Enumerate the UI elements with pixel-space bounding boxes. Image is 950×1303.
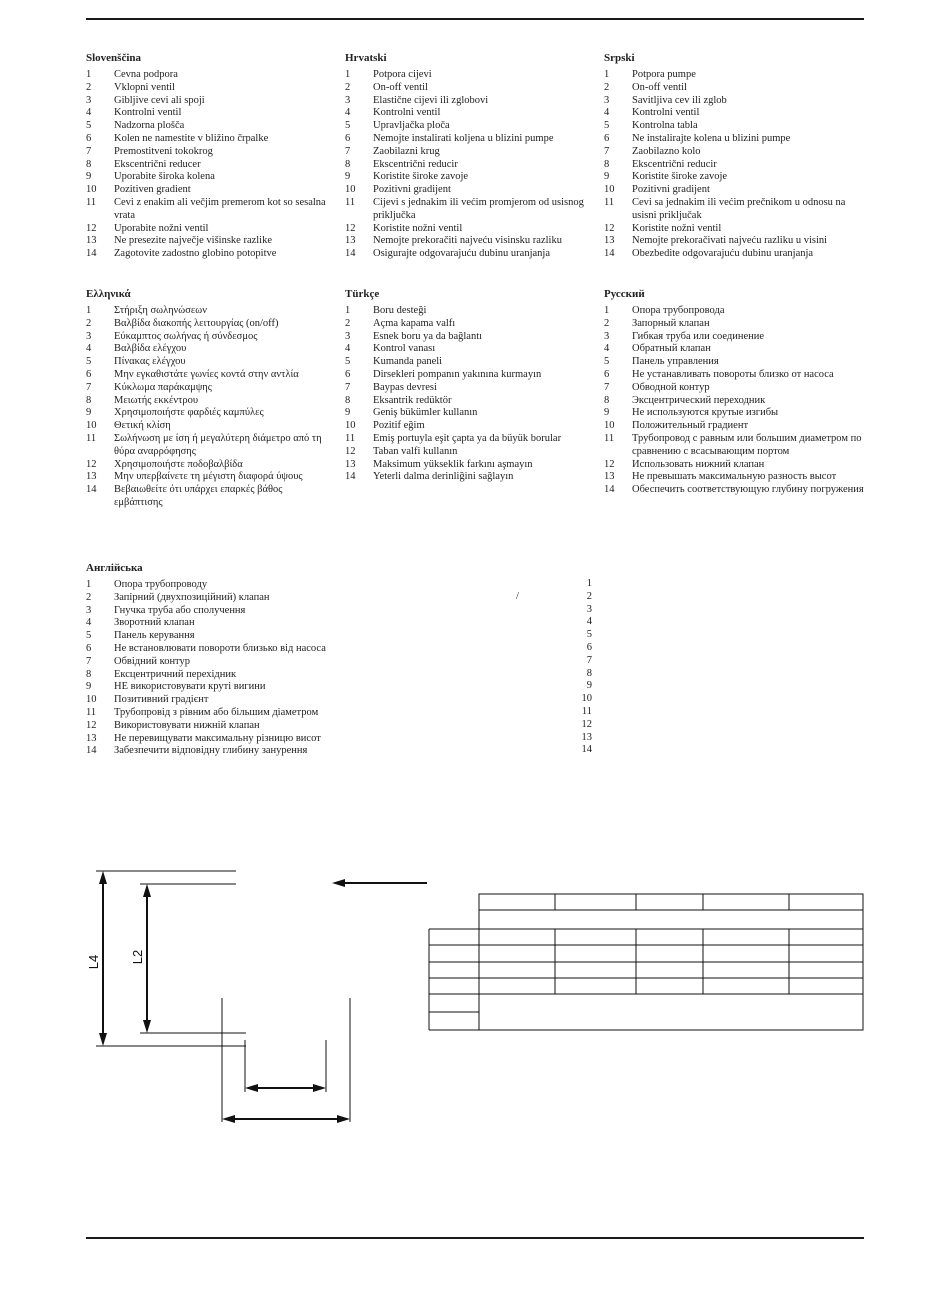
item-number: 5 [86,120,92,132]
item-text: Koristite široke zavoje [632,171,728,183]
item-text: Maksimum yükseklik farkını aşmayın [373,458,533,470]
item-number: 2 [86,81,92,93]
item-text: Позитивний градієнт [114,694,209,706]
right-number: 2 [586,590,592,602]
item-number: 4 [86,107,92,119]
item-number: 9 [86,681,92,693]
item-text: Πίνακας ελέγχου [114,356,186,368]
item-number: 8 [86,158,92,170]
item-number: 11 [345,432,356,444]
item-text: Cijevi s jednakim ili većim promjerom od usisnog priključka [373,196,584,221]
right-number: 11 [581,705,592,717]
section-heading: Hrvatski [345,52,387,64]
item-text: Использовать нижний клапан [632,458,765,470]
item-number: 11 [604,432,615,444]
item-text: Використовувати нижній клапан [114,719,260,731]
item-number: 3 [345,330,351,342]
item-number: 11 [86,706,97,718]
item-number: 2 [604,317,610,329]
item-number: 10 [604,184,615,196]
item-number: 11 [604,196,615,208]
item-number: 8 [86,394,92,406]
item-number: 1 [345,69,351,80]
item-text: Açma kapama valfı [373,317,456,329]
item-text: Cevna podpora [114,69,178,80]
item-number: 10 [345,420,356,432]
item-number: 4 [86,343,92,355]
item-text: Pozitivni gradijent [632,184,710,196]
item-number: 3 [86,330,92,342]
item-number: 10 [345,184,356,196]
item-number: 5 [604,356,610,368]
item-text: Pozitiven gradient [114,184,191,196]
item-text: Nemojte prekoračivati najveću razliku u visini [632,235,828,247]
item-number: 4 [604,107,610,119]
item-text: Kontrolna tabla [632,120,698,132]
item-number: 7 [86,381,92,393]
right-number: 10 [581,693,592,705]
item-number: 13 [86,732,97,744]
item-number: 2 [86,317,92,329]
item-number: 14 [345,248,356,260]
item-text: Kontrol vanası [373,343,436,355]
item-text: Osigurajte odgovarajuću dubinu uranjanja [373,248,550,260]
item-text: Забезпечити відповідну глибину занурення [114,745,308,757]
item-number: 6 [604,368,610,380]
item-text: Χρησιμοποιήστε φαρδιές καμπύλες [114,407,264,419]
item-text: Kumanda paneli [373,356,443,368]
item-number: 6 [604,132,610,144]
item-number: 9 [345,407,351,419]
item-text: Pozitif eğim [373,420,425,432]
item-text: Обеспечить соответствующую глубину погружения [632,484,864,496]
item-text: Κύκλωμα παράκαμψης [114,381,212,393]
item-text: Uporabite široka kolena [114,171,215,183]
item-text: Не перевищувати максимальну різницю висот [114,732,321,744]
outer-width-arrow-left [222,1115,235,1123]
item-number: 14 [86,484,97,496]
item-number: 8 [345,158,351,170]
item-text: Μην υπερβαίνετε τη μέγιστη διαφορά ύψους [114,471,303,483]
item-text: Zagotovite zadostno globino potopitve [114,248,277,260]
item-number: 10 [86,184,97,196]
item-number: 3 [604,330,610,342]
item-number: 2 [345,317,351,329]
item-number: 11 [86,432,97,444]
item-text: Панель управления [632,356,719,368]
item-text: Στήριξη σωληνώσεων [114,305,207,316]
item-text: Dirsekleri pompanın yakınına kurmayın [373,368,542,380]
item-text: Ексцентричний перехідник [114,668,237,680]
item-text: Elastične cijevi ili zglobovi [373,94,489,106]
item-text: Koristite široke zavoje [373,171,469,183]
item-text: Kontrolni ventil [373,107,441,119]
item-number: 7 [345,381,351,393]
item-number: 1 [604,69,610,80]
right-number: 13 [581,731,592,743]
item-number: 12 [345,445,356,457]
slash-mark: / [516,591,519,602]
item-number: 14 [604,484,615,496]
item-number: 2 [345,81,351,93]
item-number: 12 [604,222,615,234]
item-text: Cevi z enakim ali večjim premerom kot so sesalna vrata [114,196,326,221]
item-number: 2 [604,81,610,93]
item-number: 13 [604,471,615,483]
item-text: Obezbedite odgovarajuću dubinu uranjanja [632,248,814,260]
right-number: 5 [586,629,592,641]
item-text: Ne presezite največje višinske razlike [114,235,273,247]
item-number: 9 [604,407,610,419]
item-text: Yeterli dalma derinliğini sağlayın [373,471,514,483]
item-text: Koristite nožni ventil [632,222,722,234]
item-text: Не встановлювати повороти близько від насоса [114,642,326,654]
item-number: 9 [86,407,92,419]
item-number: 10 [86,694,97,706]
item-text: Upravljačka ploča [373,120,450,132]
section-heading: Srpski [604,52,635,64]
section-heading: Ελληνικά [86,288,131,300]
right-number: 8 [586,667,592,679]
item-text: Uporabite nožni ventil [114,222,209,234]
item-text: Гибкая труба или соединение [632,330,765,342]
l4-label: L4 [86,954,101,970]
item-number: 1 [345,305,351,316]
item-text: Опора трубопроводу [114,579,208,590]
item-number: 4 [345,343,351,355]
item-text: Kontrolni ventil [114,107,182,119]
item-text: Гнучка труба або сполучення [114,604,246,616]
item-number: 7 [345,145,351,157]
item-text: Baypas devresi [373,381,437,393]
item-text: Μειωτής εκκέντρου [114,394,199,406]
item-text: Taban valfi kullanın [373,445,458,457]
item-text: Βαλβίδα ελέγχου [114,343,187,355]
item-number: 7 [86,145,92,157]
item-number: 3 [86,94,92,106]
item-text: Ekscentrični reducir [632,158,717,170]
item-number: 7 [604,381,610,393]
l2-arrow-bottom [143,1020,151,1033]
item-text: Zaobilazni krug [373,145,440,157]
item-number: 13 [345,458,356,470]
item-text: Не превышать максимальную разность высот [632,471,837,483]
item-number: 14 [604,248,615,260]
item-number: 14 [86,745,97,757]
item-text: Ekscentrični reducir [373,158,458,170]
outer-width-arrow-right [337,1115,350,1123]
empty-table [429,894,863,1030]
item-number: 7 [604,145,610,157]
item-text: Трубопровод с равным или большим диаметром по сравнению с всасывающим портом [632,432,862,457]
item-number: 6 [86,642,92,654]
item-text: Gibljive cevi ali spoji [114,94,205,106]
item-text: On-off ventil [632,81,687,93]
item-number: 12 [604,458,615,470]
item-number: 5 [345,120,351,132]
l2-arrow-top [143,884,151,897]
item-text: On-off ventil [373,81,428,93]
item-number: 10 [604,420,615,432]
item-number: 9 [604,171,610,183]
item-text: Запорный клапан [632,317,710,329]
item-text: Трубопровід з рівним або більшим діаметром [114,706,319,718]
item-text: Не используются крутые изгибы [632,407,779,419]
item-number: 13 [86,235,97,247]
item-number: 5 [86,356,92,368]
item-text: Βεβαιωθείτε ότι υπάρχει επαρκές βάθος εμβάπτισης [114,484,283,508]
item-number: 11 [86,196,97,208]
right-number: 3 [586,603,592,615]
right-number: 6 [586,641,592,653]
item-number: 2 [86,591,92,603]
l4-arrow-top [99,871,107,884]
item-text: Koristite nožni ventil [373,222,463,234]
item-number: 13 [86,471,97,483]
inner-width-arrow-right [313,1084,326,1092]
item-text: Kontrolni ventil [632,107,700,119]
item-text: Boru desteği [373,305,427,316]
item-text: Эксцентрический переходник [632,394,766,406]
item-number: 13 [345,235,356,247]
item-number: 9 [86,171,92,183]
item-text: Nemojte instalirati koljena u blizini pumpe [373,132,554,144]
item-number: 5 [86,630,92,642]
item-number: 12 [86,222,97,234]
item-text: Nadzorna plošča [114,120,185,132]
item-text: Savitljiva cev ili zglob [632,94,727,106]
item-text: Обводной контур [632,381,710,393]
item-number: 12 [345,222,356,234]
item-number: 14 [86,248,97,260]
item-number: 4 [345,107,351,119]
item-number: 6 [345,368,351,380]
right-number: 12 [581,718,592,730]
item-text: Premostitveni tokokrog [114,145,213,157]
right-number: 1 [586,578,592,589]
item-text: Potpora pumpe [632,69,696,80]
item-number: 12 [86,719,97,731]
item-number: 1 [86,69,92,80]
item-number: 4 [604,343,610,355]
item-number: 13 [604,235,615,247]
item-number: 6 [345,132,351,144]
item-text: Обратный клапан [632,343,711,355]
item-number: 14 [345,471,356,483]
item-text: Pozitivni gradijent [373,184,451,196]
item-number: 8 [604,158,610,170]
right-number: 7 [586,654,592,666]
l4-arrow-bottom [99,1033,107,1046]
item-number: 8 [345,394,351,406]
item-number: 12 [86,458,97,470]
item-text: Σωλήνωση με ίση ή μεγαλύτερη διάμετρο από τη θύρα αναρρόφησης [114,432,322,457]
item-text: Esnek boru ya da bağlantı [373,330,483,342]
item-number: 6 [86,132,92,144]
item-text: Nemojte prekoračiti najveću visinsku razliku [373,235,562,247]
item-text: Potpora cijevi [373,69,432,80]
item-number: 4 [86,617,92,629]
item-text: Βαλβίδα διακοπής λειτουργίας (on/off) [114,317,279,329]
item-text: Панель керування [114,630,195,642]
flow-arrow-head [332,879,345,887]
item-text: Zaobilazno kolo [632,145,701,157]
section-heading: Англійська [86,562,143,574]
item-text: Θετική κλίση [114,420,171,432]
item-number: 3 [345,94,351,106]
item-number: 6 [86,368,92,380]
right-number: 14 [581,744,592,756]
item-text: Emiş portuyla eşit çapta ya da büyük borular [373,432,562,444]
item-text: Ekscentrični reducer [114,158,201,170]
item-text: Kolen ne namestite v bližino črpalke [114,132,269,144]
item-number: 5 [604,120,610,132]
item-text: Зворотний клапан [114,617,195,629]
item-number: 10 [86,420,97,432]
item-text: Vklopni ventil [114,81,175,93]
item-text: Geniş bükümler kullanın [373,407,478,419]
item-number: 9 [345,171,351,183]
item-number: 1 [86,579,92,590]
item-number: 3 [86,604,92,616]
item-text: Обвідний контур [114,655,191,667]
section-heading: Slovenščina [86,52,142,64]
item-number: 8 [604,394,610,406]
item-number: 11 [345,196,356,208]
section-heading: Türkçe [345,288,380,300]
item-text: Eksantrik redüktör [373,394,452,406]
right-number: 4 [586,616,592,628]
item-text: Cevi sa jednakim ili većim prečnikom u odnosu na usisni priključak [632,196,846,221]
section-heading: Русский [604,288,645,300]
item-text: Χρησιμοποιήστε ποδοβαλβίδα [114,458,243,470]
item-text: Εύκαμπτος σωλήνας ή σύνδεσμος [114,330,258,342]
right-number: 9 [586,680,592,692]
item-text: Ne instalirajte kolena u blizini pumpe [632,132,791,144]
inner-width-arrow-left [245,1084,258,1092]
item-text: Положительный градиент [632,420,749,432]
item-number: 1 [86,305,92,316]
item-text: Не устанавливать повороты близко от насоса [632,368,834,380]
item-number: 1 [604,305,610,316]
item-number: 8 [86,668,92,680]
l2-label: L2 [130,949,145,965]
item-text: Запірний (двухпозиційний) клапан [114,591,270,603]
item-text: НЕ використовувати круті вигини [114,681,266,693]
item-number: 3 [604,94,610,106]
item-text: Μην εγκαθιστάτε γωνίες κοντά στην αντλία [114,368,299,380]
item-number: 5 [345,356,351,368]
item-number: 7 [86,655,92,667]
item-text: Опора трубопровода [632,305,725,316]
